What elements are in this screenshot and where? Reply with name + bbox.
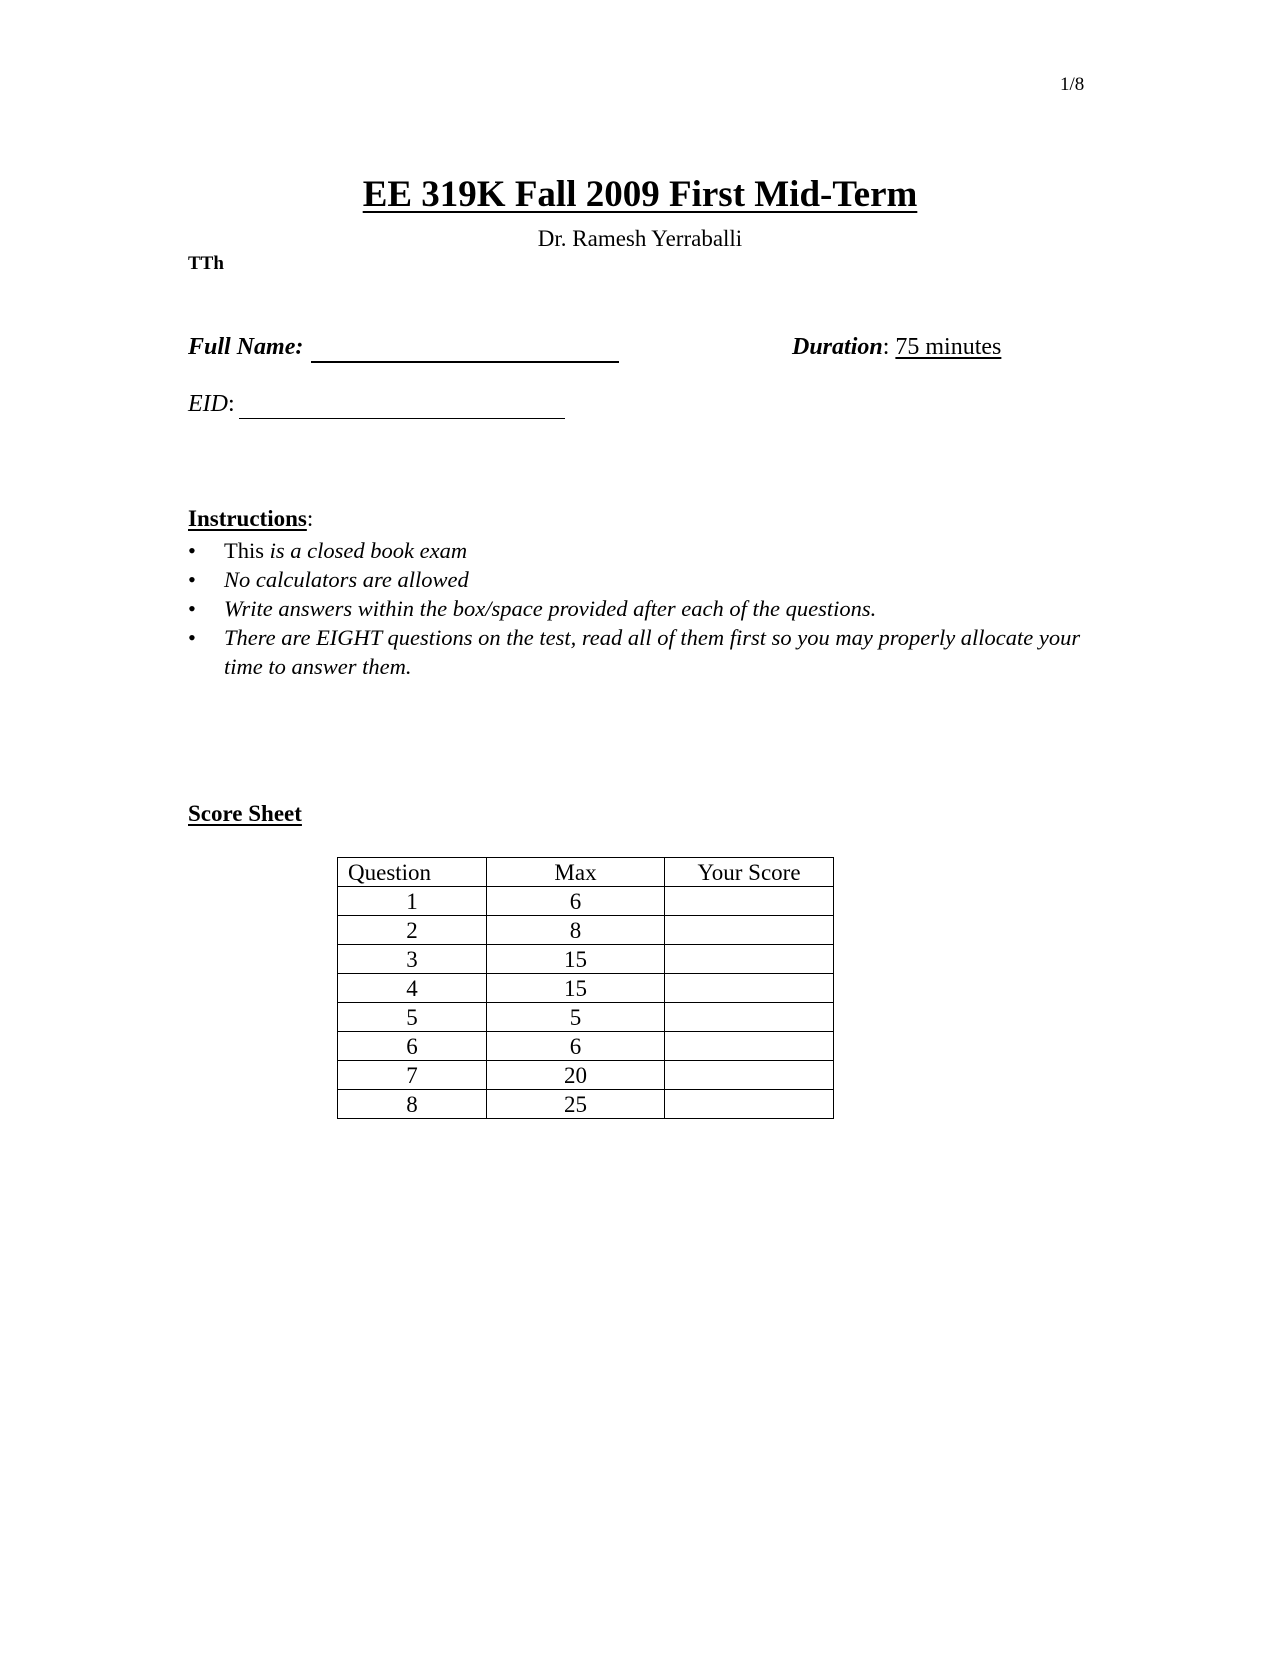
table-header-row bbox=[338, 858, 834, 887]
your-score-cell[interactable] bbox=[665, 974, 834, 1003]
max-cell: 25 bbox=[487, 1090, 665, 1119]
max-cell: 8 bbox=[487, 916, 665, 945]
full-name-label: Full Name: bbox=[188, 334, 304, 360]
question-cell: 6 bbox=[338, 1032, 487, 1061]
your-score-cell[interactable] bbox=[665, 887, 834, 916]
instructions-heading bbox=[188, 506, 313, 532]
max-cell: 15 bbox=[487, 974, 665, 1003]
question-cell: 1 bbox=[338, 887, 487, 916]
question-cell: 3 bbox=[338, 945, 487, 974]
page-title bbox=[0, 173, 1280, 216]
instructor-name: Dr. Ramesh Yerraballi bbox=[537, 226, 743, 251]
bullet-icon: • bbox=[188, 538, 196, 563]
question-cell: 8 bbox=[338, 1090, 487, 1119]
instruction-text: No calculators are allowed bbox=[224, 567, 469, 592]
list-item bbox=[188, 623, 1088, 681]
eid-label bbox=[188, 391, 235, 418]
full-name-field[interactable] bbox=[311, 361, 619, 363]
question-cell: 5 bbox=[338, 1003, 487, 1032]
list-item bbox=[188, 565, 1088, 594]
exam-title: EE 319K Fall 2009 First Mid-Term bbox=[362, 174, 918, 215]
bullet-icon: • bbox=[188, 625, 196, 650]
table-row bbox=[338, 974, 834, 1003]
max-cell: 6 bbox=[487, 887, 665, 916]
your-score-cell[interactable] bbox=[665, 1061, 834, 1090]
duration-label: Duration bbox=[792, 334, 883, 360]
your-score-cell[interactable] bbox=[665, 945, 834, 974]
your-score-cell[interactable] bbox=[665, 916, 834, 945]
table-row bbox=[338, 945, 834, 974]
column-header-max: Max bbox=[487, 858, 665, 887]
column-header-your-score: Your Score bbox=[665, 858, 834, 887]
score-table bbox=[337, 857, 834, 1119]
eid-separator: : bbox=[227, 391, 235, 417]
table-row bbox=[338, 1090, 834, 1119]
instruction-text: There are EIGHT questions on the test, read all of them first so you may properly allocate your time to answer them. bbox=[224, 625, 1081, 679]
eid-label-text: EID bbox=[188, 391, 228, 417]
table-row bbox=[338, 1003, 834, 1032]
page-number: 1/8 bbox=[1060, 74, 1085, 95]
column-header-question: Question bbox=[338, 858, 487, 887]
table-row bbox=[338, 887, 834, 916]
your-score-cell[interactable] bbox=[665, 1003, 834, 1032]
eid-field[interactable] bbox=[239, 418, 565, 419]
question-cell: 2 bbox=[338, 916, 487, 945]
score-sheet-heading: Score Sheet bbox=[188, 801, 302, 826]
instruction-lead: This bbox=[224, 538, 270, 563]
max-cell: 6 bbox=[487, 1032, 665, 1061]
bullet-icon: • bbox=[188, 567, 196, 592]
duration-separator: : bbox=[882, 334, 890, 360]
duration-value: 75 minutes bbox=[895, 334, 1002, 360]
session-label: TTh bbox=[188, 253, 224, 274]
list-item bbox=[188, 536, 1088, 565]
table-row bbox=[338, 1061, 834, 1090]
your-score-cell[interactable] bbox=[665, 1090, 834, 1119]
instruction-text: Write answers within the box/space provided after each of the questions. bbox=[224, 596, 877, 621]
instructions-list bbox=[188, 536, 1088, 681]
instructions-heading-text: Instructions bbox=[188, 506, 307, 531]
max-cell: 5 bbox=[487, 1003, 665, 1032]
instruction-text: is a closed book exam bbox=[269, 538, 468, 563]
list-item bbox=[188, 594, 1088, 623]
max-cell: 15 bbox=[487, 945, 665, 974]
question-cell: 4 bbox=[338, 974, 487, 1003]
table-row bbox=[338, 1032, 834, 1061]
table-row bbox=[338, 916, 834, 945]
bullet-icon: • bbox=[188, 596, 196, 621]
max-cell: 20 bbox=[487, 1061, 665, 1090]
duration bbox=[792, 334, 1001, 361]
instructions-heading-colon: : bbox=[306, 506, 314, 531]
question-cell: 7 bbox=[338, 1061, 487, 1090]
your-score-cell[interactable] bbox=[665, 1032, 834, 1061]
